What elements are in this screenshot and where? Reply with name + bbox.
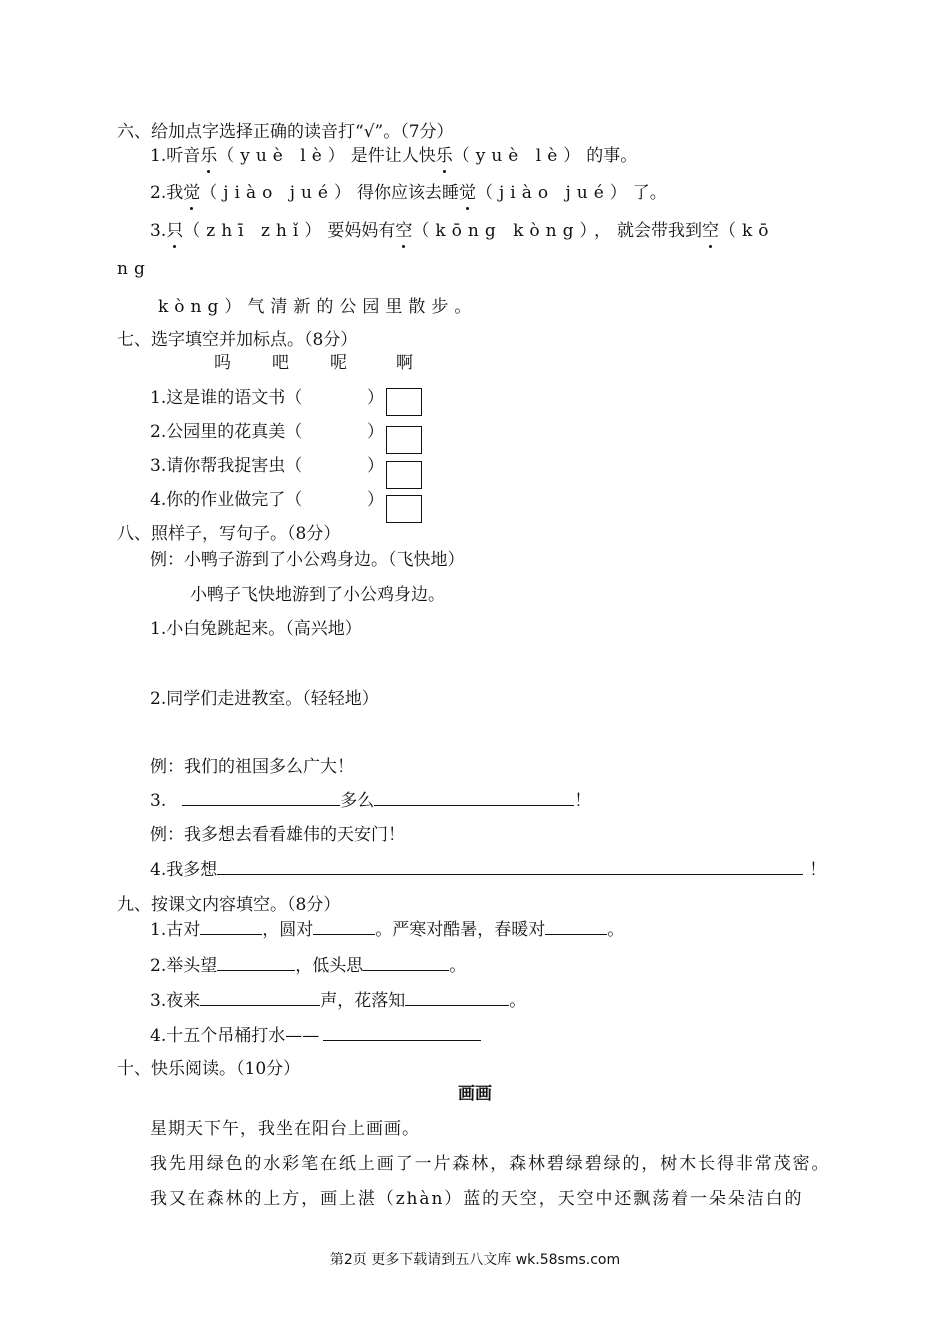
s9-q2-blank-1[interactable]: [217, 956, 295, 971]
section-7-header: 七、选字填空并加标点。（8分）: [117, 330, 358, 350]
s6-q3-mid-2: 就会带我到: [616, 221, 702, 241]
s9-q1-part-1: 1.古对: [150, 920, 201, 940]
s6-q3-pinyin-3: （kō: [718, 221, 775, 241]
s7-item-1-close: ）: [367, 388, 384, 408]
s6-q3-dotted-1: 只: [166, 221, 184, 241]
s6-q3-line3: kòng）气清新的公园里散步。: [158, 297, 478, 317]
s6-q2-mid: 得你应该去睡: [357, 183, 459, 203]
s8-q3-mid: 多么: [340, 791, 375, 811]
s8-q3-blank-2[interactable]: [374, 791, 574, 806]
s9-q3-part-1: 3.夜来: [150, 991, 201, 1011]
s6-q2-pre: 2.我: [150, 183, 184, 203]
s7-item-4: [150, 489, 302, 511]
s7-item-3: [150, 455, 302, 477]
s9-q3-part-2: 声，花落知: [320, 991, 406, 1011]
s7-option-3: 呢: [330, 353, 347, 373]
s6-q3-dotted-3: 空: [701, 221, 719, 241]
s7-item-2: [150, 421, 302, 443]
s7-item-1-text: 1.这是谁的语文书（: [150, 388, 303, 408]
s8-q2: 2.同学们走进教室。（轻轻地）: [150, 689, 379, 709]
s7-answer-box-1[interactable]: [386, 388, 422, 416]
s9-q1-part-2: ，圆对: [262, 920, 314, 940]
s7-item-4-text: 4.你的作业做完了（: [150, 490, 303, 510]
s6-q1-dotted-1: 乐: [200, 146, 218, 166]
s6-q2: [150, 182, 667, 204]
s8-q4-blank[interactable]: [217, 860, 803, 875]
s9-q4: [150, 1025, 481, 1047]
s9-q2: [150, 955, 466, 977]
section-10-header: 十、快乐阅读。（10分）: [117, 1059, 301, 1079]
reading-title: 画画: [458, 1084, 492, 1104]
s7-option-4: 啊: [396, 353, 413, 373]
s6-q2-pinyin-1: （jiào jué）: [200, 183, 357, 203]
s6-q1-pre: 1.听音: [150, 146, 201, 166]
s9-q1-blank-1[interactable]: [200, 920, 262, 935]
section-8-header: 八、照样子，写句子。（8分）: [117, 524, 341, 544]
s7-item-4-close: ）: [367, 490, 384, 510]
s8-example-2: 例：我们的祖国多么广大！: [150, 757, 354, 777]
s9-q2-part-3: 。: [449, 956, 467, 976]
s8-example-1-answer: 小鸭子飞快地游到了小公鸡身边。: [190, 585, 445, 605]
s9-q3: [150, 990, 526, 1012]
s8-q1: 1.小白兔跳起来。（高兴地）: [150, 619, 362, 639]
s8-example-1: 例：小鸭子游到了小公鸡身边。（飞快地）: [150, 550, 465, 570]
s6-q2-dotted-2: 觉: [459, 183, 476, 203]
reading-paragraph-1: 星期天下午，我坐在阳台上画画。: [150, 1119, 420, 1139]
page-footer: 第2页 更多下载请到五八文库 wk.58sms.com: [329, 1252, 621, 1268]
s8-q3-pre: 3.: [150, 791, 167, 811]
s9-q3-part-3: 。: [509, 991, 527, 1011]
s8-q3-blank-1[interactable]: [182, 791, 340, 806]
s8-q4: [150, 859, 826, 881]
s9-q1-part-3: 。严寒对酷暑，春暖对: [375, 920, 546, 940]
reading-paragraph-3: 我又在森林的上方，画上湛（zhàn）蓝的天空，天空中还飘荡着一朵朵洁白的: [150, 1189, 804, 1209]
s9-q3-blank-2[interactable]: [405, 991, 509, 1006]
s6-q2-dotted-1: 觉: [183, 183, 201, 203]
s9-q4-text: 4.十五个吊桶打水——: [150, 1026, 320, 1046]
s9-q1-blank-3[interactable]: [545, 920, 607, 935]
s9-q1-blank-2[interactable]: [313, 920, 375, 935]
s9-q2-part-2: ，低头思: [295, 956, 364, 976]
s7-item-2-text: 2.公园里的花真美（: [150, 422, 303, 442]
s6-q1-pinyin-1: （yuè lè）: [217, 146, 351, 166]
s6-q1-pinyin-2: （yuè lè）: [452, 146, 587, 166]
s7-option-1: 吗: [214, 353, 231, 373]
s6-q2-post: 了。: [632, 183, 667, 203]
s6-q3-pinyin-2: （kōng kòng），: [412, 221, 617, 241]
section-9-header: 九、按课文内容填空。（8分）: [117, 895, 341, 915]
s8-q4-end: ！: [809, 860, 827, 880]
s7-item-3-text: 3.请你帮我捉害虫（: [150, 456, 303, 476]
s6-q2-pinyin-2: （jiào jué）: [476, 183, 633, 203]
s7-options: [214, 352, 454, 374]
reading-paragraph-2: 我先用绿色的水彩笔在纸上画了一片森林，森林碧绿碧绿的，树木长得非常茂密。: [150, 1154, 831, 1174]
s8-q3-end: ！: [574, 791, 592, 811]
s9-q1-part-4: 。: [607, 920, 625, 940]
s7-answer-box-3[interactable]: [386, 461, 422, 489]
s6-q1: [150, 145, 637, 167]
s6-q3-dotted-2: 空: [395, 221, 413, 241]
s6-q1-dotted-2: 乐: [435, 146, 453, 166]
s7-answer-box-4[interactable]: [386, 495, 422, 523]
s7-item-3-close: ）: [367, 456, 384, 476]
s6-q3-mid-1: 要妈妈有: [327, 221, 396, 241]
s6-q3-pre: 3.: [150, 221, 167, 241]
s7-answer-box-2[interactable]: [386, 426, 422, 454]
s7-item-2-close: ）: [367, 422, 384, 442]
section-6-header: 六、给加点字选择正确的读音打“√”。（7分）: [117, 122, 454, 142]
s9-q2-part-1: 2.举头望: [150, 956, 218, 976]
s9-q3-blank-1[interactable]: [200, 991, 320, 1006]
s8-q3: [150, 790, 591, 812]
s8-q4-pre: 4.我多想: [150, 860, 218, 880]
s9-q2-blank-2[interactable]: [363, 956, 449, 971]
s9-q1: [150, 919, 624, 941]
s9-q4-blank[interactable]: [323, 1026, 481, 1041]
s6-q1-post: 的事。: [586, 146, 638, 166]
s7-item-1: [150, 387, 302, 409]
s7-option-2: 吧: [272, 353, 289, 373]
s6-q1-mid: 是件让人快: [350, 146, 436, 166]
s6-q3-pinyin-1: （zhī zhǐ）: [183, 221, 328, 241]
s8-example-3: 例：我多想去看看雄伟的天安门！: [150, 825, 405, 845]
s6-q3-wrap: ng: [117, 259, 151, 279]
s6-q3: [150, 220, 775, 242]
